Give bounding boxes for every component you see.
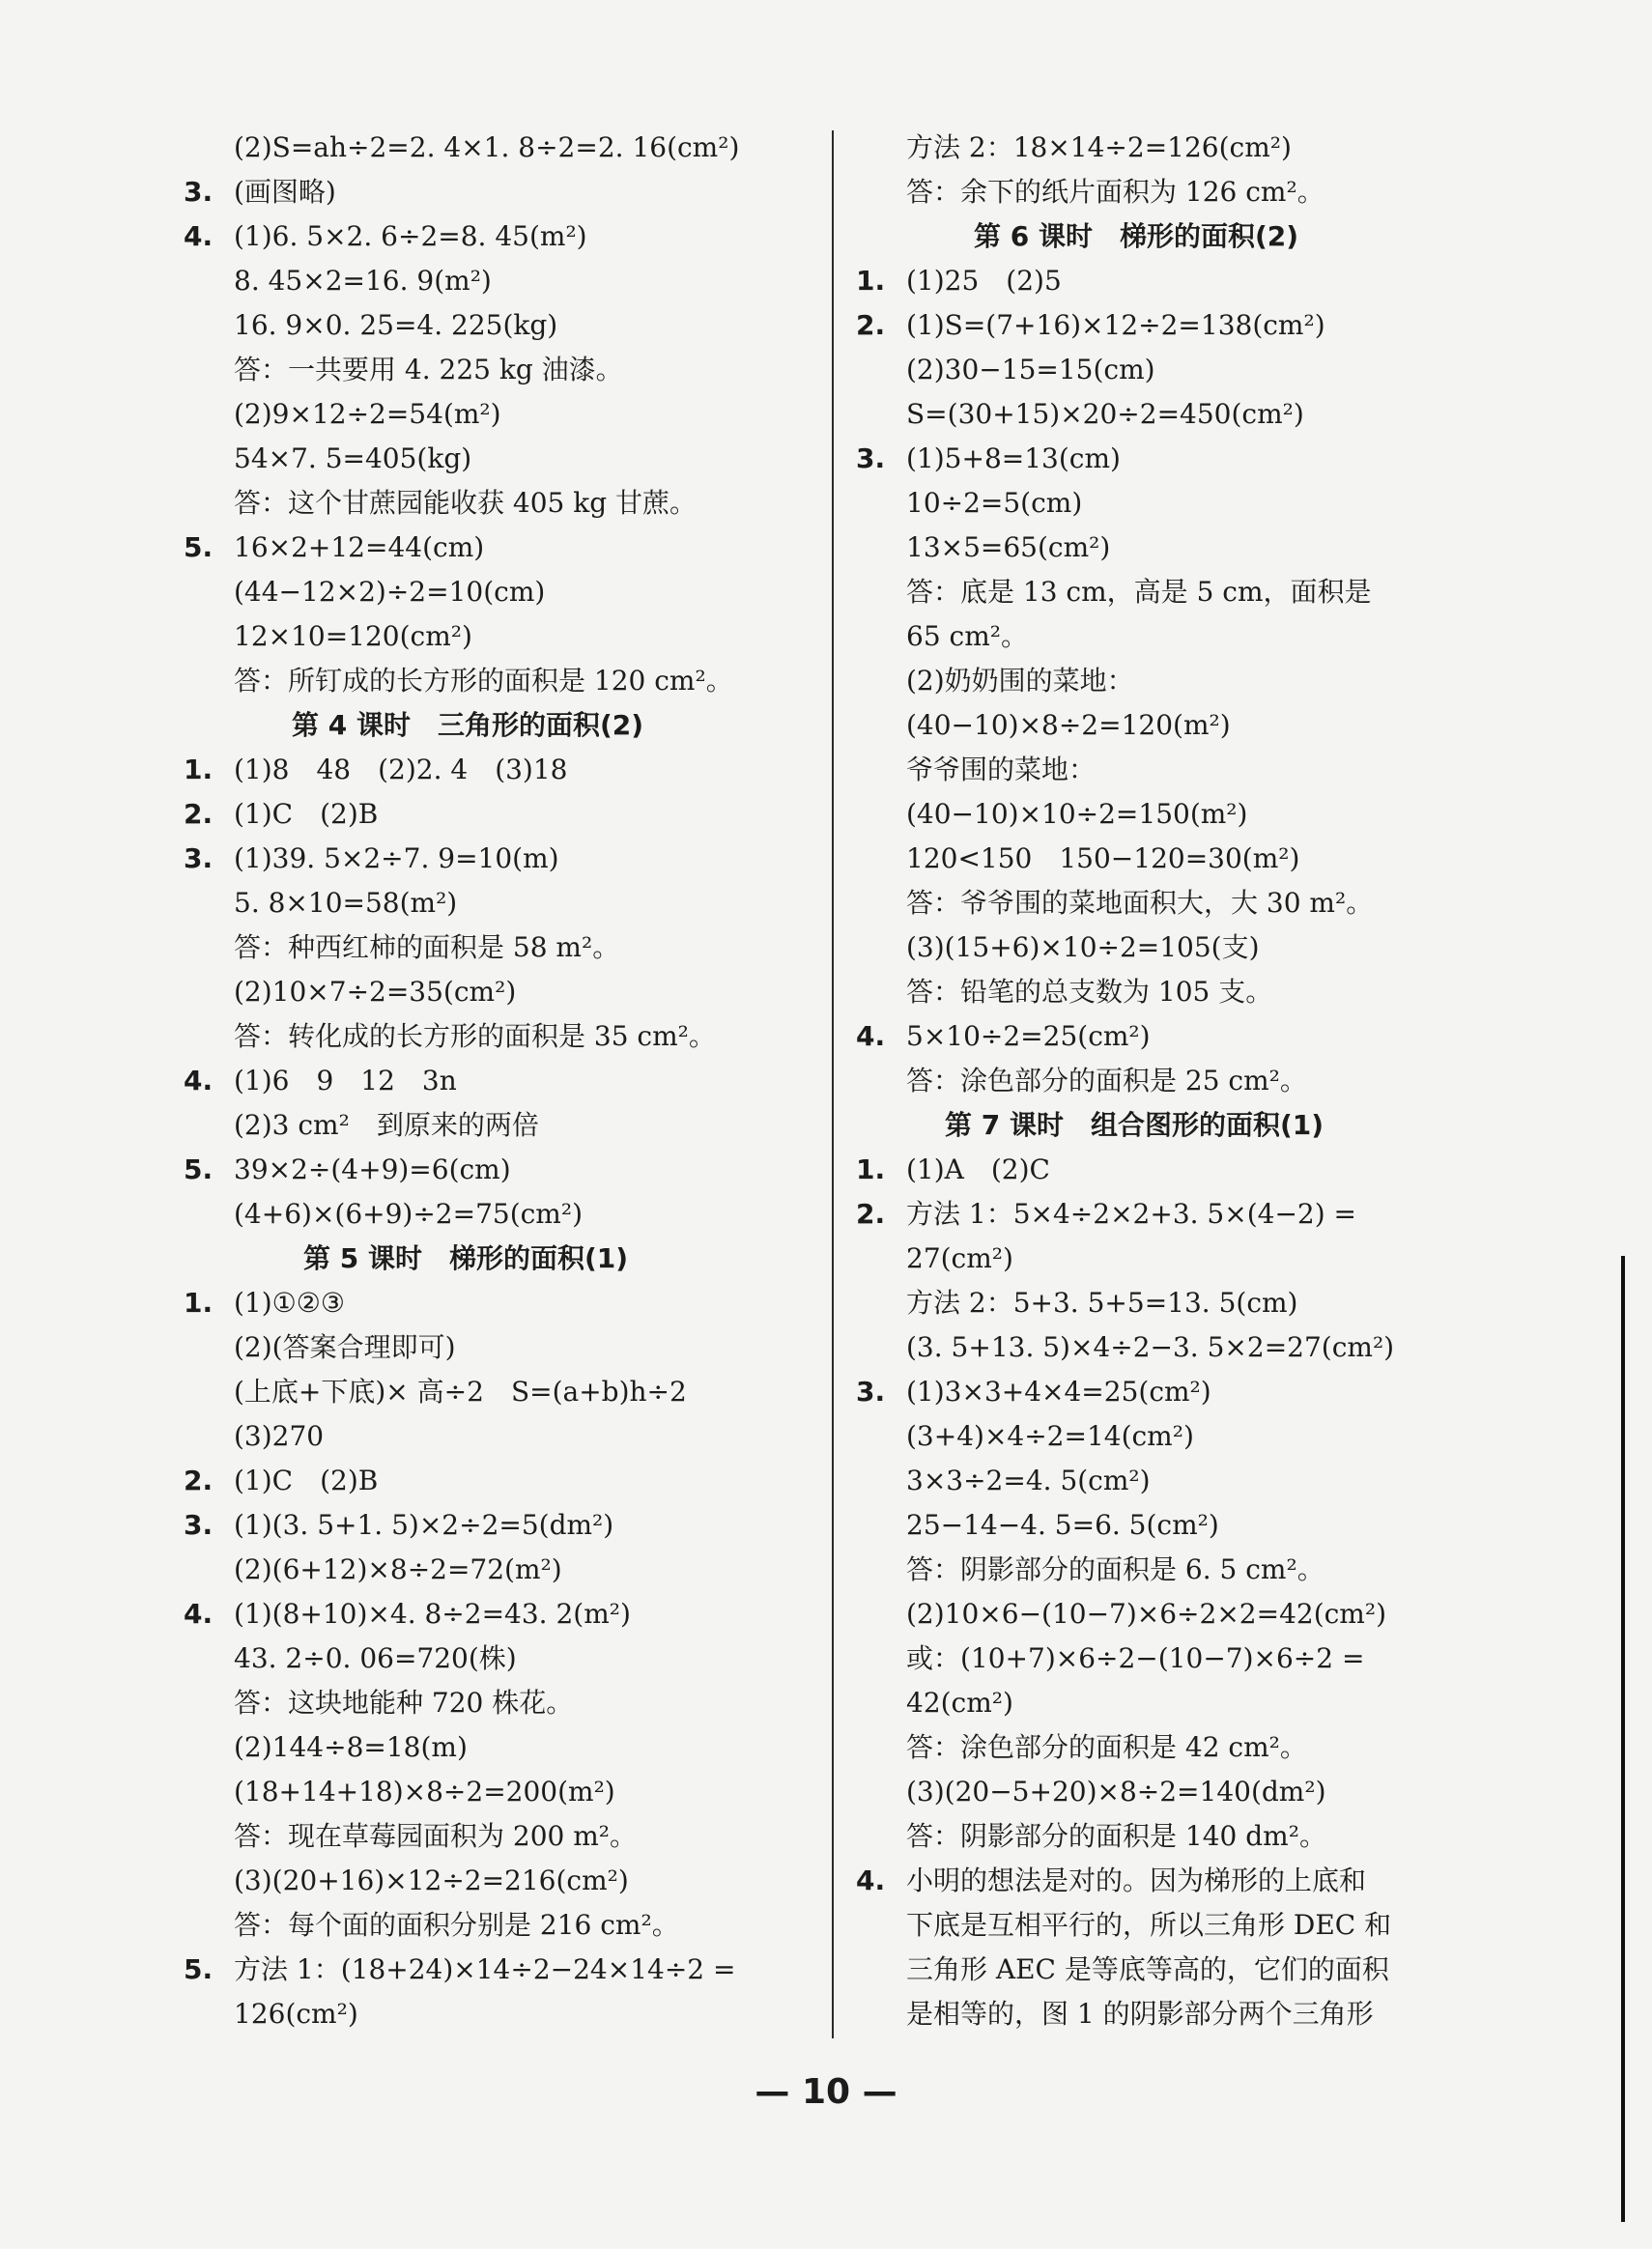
answer-text: (2)10×6−(10−7)×6÷2×2=42(cm²)	[906, 1598, 1386, 1630]
answer-text: (4+6)×(6+9)÷2=75(cm²)	[234, 1198, 584, 1230]
answer-line	[856, 970, 1484, 1014]
answer-line	[856, 1725, 1484, 1770]
answer-text: 爷爷围的菜地：	[906, 754, 1097, 785]
answer-text: 12×10=120(cm²)	[234, 620, 472, 652]
lesson-heading-text: 第 7 课时 组合图形的面积(1)	[945, 1109, 1324, 1141]
answer-line	[856, 748, 1484, 792]
answer-line	[856, 303, 1484, 348]
answer-line	[856, 614, 1484, 659]
answer-text: 65 cm²。	[906, 620, 1028, 652]
answer-line	[856, 437, 1484, 481]
right-column	[856, 126, 1484, 2036]
answer-text: S=(30+15)×20÷2=450(cm²)	[906, 398, 1304, 430]
answer-line	[184, 170, 812, 214]
answer-line	[184, 1459, 812, 1503]
answer-text: 答：转化成的长方形的面积是 35 cm²。	[234, 1020, 716, 1052]
answer-text: 16×2+12=44(cm)	[234, 531, 485, 563]
answer-line	[856, 792, 1484, 837]
answer-text: 小明的想法是对的。因为梯形的上底和	[906, 1865, 1367, 1896]
page-number: — 10 —	[755, 2072, 897, 2112]
answer-text: (1)6. 5×2. 6÷2=8. 45(m²)	[234, 220, 587, 252]
answer-line	[856, 1059, 1484, 1103]
question-number: 1.	[184, 1287, 214, 1319]
answer-text: 答：爷爷围的菜地面积大，大 30 m²。	[906, 887, 1374, 919]
answer-text: (1)3×3+4×4=25(cm²)	[906, 1376, 1211, 1408]
lesson-heading	[184, 1237, 812, 1281]
answer-text: 答：涂色部分的面积是 42 cm²。	[906, 1731, 1307, 1763]
answer-text: 答：余下的纸片面积为 126 cm²。	[906, 176, 1324, 208]
answer-text: 答：阴影部分的面积是 6. 5 cm²。	[906, 1553, 1324, 1585]
answer-line	[856, 126, 1484, 170]
answer-line	[184, 1503, 812, 1548]
answer-line	[184, 1192, 812, 1237]
answer-text: (40−10)×8÷2=120(m²)	[906, 709, 1231, 741]
answer-text: 54×7. 5=405(kg)	[234, 442, 472, 474]
answer-line	[856, 881, 1484, 925]
question-number: 1.	[856, 265, 886, 297]
answer-text: 126(cm²)	[234, 1998, 358, 2030]
answer-text: 答：一共要用 4. 225 kg 油漆。	[234, 354, 623, 385]
answer-line	[184, 1903, 812, 1948]
answer-line	[184, 214, 812, 259]
lesson-heading-text: 第 6 课时 梯形的面积(2)	[974, 220, 1299, 252]
answer-line	[184, 303, 812, 348]
question-number: 3.	[184, 176, 214, 208]
answer-text: (3)(15+6)×10÷2=105(支)	[906, 931, 1260, 963]
answer-text: 13×5=65(cm²)	[906, 531, 1111, 563]
answer-text: 下底是互相平行的，所以三角形 DEC 和	[906, 1909, 1392, 1941]
question-number: 3.	[184, 842, 214, 874]
answer-line	[856, 1859, 1484, 1903]
answer-line	[856, 259, 1484, 303]
answer-text: (1)5+8=13(cm)	[906, 442, 1121, 474]
answer-line	[184, 614, 812, 659]
answer-line	[184, 1548, 812, 1592]
answer-line	[184, 1592, 812, 1637]
answer-line	[184, 1103, 812, 1148]
answer-text: 答：涂色部分的面积是 25 cm²。	[906, 1065, 1307, 1096]
answer-line	[184, 348, 812, 392]
answer-line	[856, 1681, 1484, 1725]
answer-line	[856, 837, 1484, 881]
answer-line	[184, 126, 812, 170]
question-number: 5.	[184, 1953, 214, 1985]
question-number: 2.	[184, 1465, 214, 1496]
answer-line	[856, 1548, 1484, 1592]
answer-line	[184, 481, 812, 526]
answer-line	[856, 1992, 1484, 2036]
answer-line	[184, 792, 812, 837]
answer-text: (1)C (2)B	[234, 1465, 379, 1496]
answer-text: (2)9×12÷2=54(m²)	[234, 398, 501, 430]
question-number: 2.	[856, 1198, 886, 1230]
answer-text: 27(cm²)	[906, 1242, 1013, 1274]
answer-text: (2)奶奶围的菜地：	[906, 665, 1134, 697]
answer-line	[184, 1948, 812, 1992]
answer-line	[856, 1814, 1484, 1859]
answer-text: (40−10)×10÷2=150(m²)	[906, 798, 1248, 830]
answer-text: (3)270	[234, 1420, 325, 1452]
answer-text: (2)3 cm² 到原来的两倍	[234, 1109, 539, 1141]
question-number: 1.	[856, 1153, 886, 1185]
answer-text: (上底+下底)× 高÷2 S=(a+b)h÷2	[234, 1376, 687, 1408]
answer-text: 42(cm²)	[906, 1687, 1013, 1719]
answer-text: (3)(20−5+20)×8÷2=140(dm²)	[906, 1776, 1326, 1808]
answer-text: (3+4)×4÷2=14(cm²)	[906, 1420, 1194, 1452]
answer-line	[184, 837, 812, 881]
answer-line	[856, 526, 1484, 570]
answer-text: 方法 1：5×4÷2×2+3. 5×(4−2) =	[906, 1198, 1357, 1230]
question-number: 3.	[856, 1376, 886, 1408]
answer-line	[856, 1281, 1484, 1325]
answer-line	[184, 1770, 812, 1814]
answer-line	[856, 659, 1484, 703]
question-number: 3.	[184, 1509, 214, 1541]
answer-line	[856, 481, 1484, 526]
answer-line	[856, 1459, 1484, 1503]
answer-text: (1)S=(7+16)×12÷2=138(cm²)	[906, 309, 1325, 341]
answer-text: 8. 45×2=16. 9(m²)	[234, 265, 492, 297]
answer-text: 25−14−4. 5=6. 5(cm²)	[906, 1509, 1219, 1541]
question-number: 2.	[856, 309, 886, 341]
answer-text: 10÷2=5(cm)	[906, 487, 1083, 519]
lesson-heading	[856, 1103, 1484, 1148]
column-divider	[832, 130, 834, 2038]
answer-line	[184, 1281, 812, 1325]
answer-line	[856, 1948, 1484, 1992]
answer-text: (1)(8+10)×4. 8÷2=43. 2(m²)	[234, 1598, 631, 1630]
lesson-heading-text: 第 5 课时 梯形的面积(1)	[303, 1242, 629, 1274]
lesson-heading	[856, 214, 1484, 259]
answer-text: 答：阴影部分的面积是 140 dm²。	[906, 1820, 1326, 1852]
answer-text: 39×2÷(4+9)=6(cm)	[234, 1153, 511, 1185]
answer-line	[184, 1059, 812, 1103]
question-number: 4.	[856, 1020, 886, 1052]
answer-text: (2)144÷8=18(m)	[234, 1731, 468, 1763]
answer-line	[184, 925, 812, 970]
answer-line	[856, 1370, 1484, 1414]
answer-line	[184, 437, 812, 481]
answer-line	[856, 1903, 1484, 1948]
answer-text: (2)(答案合理即可)	[234, 1331, 456, 1363]
answer-line	[184, 1814, 812, 1859]
answer-line	[184, 392, 812, 437]
question-number: 4.	[184, 1065, 214, 1096]
answer-text: 答：底是 13 cm，高是 5 cm，面积是	[906, 576, 1372, 608]
answer-line	[184, 1325, 812, 1370]
answer-text: 120<150 150−120=30(m²)	[906, 842, 1300, 874]
answer-text: 是相等的，图 1 的阴影部分两个三角形	[906, 1998, 1374, 2030]
answer-line	[856, 925, 1484, 970]
answer-line	[184, 748, 812, 792]
answer-line	[184, 1725, 812, 1770]
answer-text: (3. 5+13. 5)×4÷2−3. 5×2=27(cm²)	[906, 1331, 1395, 1363]
answer-text: (画图略)	[234, 176, 336, 208]
answer-text: 答：现在草莓园面积为 200 m²。	[234, 1820, 638, 1852]
answer-text: 方法 2：18×14÷2=126(cm²)	[906, 131, 1292, 163]
answer-text: 16. 9×0. 25=4. 225(kg)	[234, 309, 558, 341]
question-number: 3.	[856, 442, 886, 474]
answer-line	[184, 1992, 812, 2036]
answer-line	[856, 570, 1484, 614]
answer-line	[184, 1681, 812, 1725]
question-number: 4.	[184, 1598, 214, 1630]
answer-line	[184, 1370, 812, 1414]
answer-text: (2)10×7÷2=35(cm²)	[234, 976, 517, 1008]
question-number: 5.	[184, 1153, 214, 1185]
answer-text: (1)39. 5×2÷7. 9=10(m)	[234, 842, 559, 874]
answer-text: 答：铅笔的总支数为 105 支。	[906, 976, 1273, 1008]
answer-line	[856, 1770, 1484, 1814]
answer-text: (1)①②③	[234, 1287, 345, 1319]
answer-text: 方法 1：(18+24)×14÷2−24×14÷2 =	[234, 1953, 736, 1985]
answer-line	[856, 1637, 1484, 1681]
answer-line	[856, 1325, 1484, 1370]
answer-text: 43. 2÷0. 06=720(株)	[234, 1642, 517, 1674]
answer-line	[856, 392, 1484, 437]
answer-line	[184, 881, 812, 925]
question-number: 4.	[856, 1865, 886, 1896]
answer-line	[856, 1148, 1484, 1192]
question-number: 5.	[184, 531, 214, 563]
answer-line	[184, 570, 812, 614]
question-number: 1.	[184, 754, 214, 785]
left-column	[184, 126, 812, 2036]
answer-line	[184, 659, 812, 703]
answer-line	[184, 1859, 812, 1903]
answer-line	[856, 170, 1484, 214]
answer-text: (1)(3. 5+1. 5)×2÷2=5(dm²)	[234, 1509, 614, 1541]
lesson-heading-text: 第 4 课时 三角形的面积(2)	[292, 709, 644, 741]
answer-line	[856, 348, 1484, 392]
answer-line	[184, 1414, 812, 1459]
answer-line	[184, 1148, 812, 1192]
answer-text: 答：种西红柿的面积是 58 m²。	[234, 931, 620, 963]
answer-text: (1)8 48 (2)2. 4 (3)18	[234, 754, 568, 785]
answer-line	[184, 1014, 812, 1059]
answer-text: 三角形 AEC 是等底等高的，它们的面积	[906, 1953, 1389, 1985]
question-number: 4.	[184, 220, 214, 252]
answer-text: 5. 8×10=58(m²)	[234, 887, 458, 919]
answer-text: 答：这块地能种 720 株花。	[234, 1687, 574, 1719]
answer-line	[856, 1192, 1484, 1237]
answer-text: (44−12×2)÷2=10(cm)	[234, 576, 546, 608]
answer-text: 或：(10+7)×6÷2−(10−7)×6÷2 =	[906, 1642, 1365, 1674]
answer-line	[856, 1503, 1484, 1548]
answer-text: (2)(6+12)×8÷2=72(m²)	[234, 1553, 562, 1585]
answer-text: (1)6 9 12 3n	[234, 1065, 457, 1096]
answer-text: 方法 2：5+3. 5+5=13. 5(cm)	[906, 1287, 1298, 1319]
answer-line	[856, 703, 1484, 748]
lesson-heading	[184, 703, 812, 748]
answer-text: 答：每个面的面积分别是 216 cm²。	[234, 1909, 679, 1941]
answer-line	[856, 1237, 1484, 1281]
answer-line	[184, 1637, 812, 1681]
answer-text: (2)30−15=15(cm)	[906, 354, 1155, 385]
question-number: 2.	[184, 798, 214, 830]
answer-text: (1)A (2)C	[906, 1153, 1050, 1185]
answer-text: 3×3÷2=4. 5(cm²)	[906, 1465, 1151, 1496]
answer-text: 5×10÷2=25(cm²)	[906, 1020, 1151, 1052]
answer-line	[856, 1014, 1484, 1059]
answer-line	[184, 259, 812, 303]
answer-line	[184, 526, 812, 570]
answer-line	[856, 1592, 1484, 1637]
answer-text: 答：所钉成的长方形的面积是 120 cm²。	[234, 665, 733, 697]
answer-text: 答：这个甘蔗园能收获 405 kg 甘蔗。	[234, 487, 698, 519]
answer-text: (18+14+18)×8÷2=200(m²)	[234, 1776, 615, 1808]
answer-text: (3)(20+16)×12÷2=216(cm²)	[234, 1865, 629, 1896]
answer-text: (1)25 (2)5	[906, 265, 1062, 297]
answer-text: (1)C (2)B	[234, 798, 379, 830]
answer-line	[184, 970, 812, 1014]
answer-text: (2)S=ah÷2=2. 4×1. 8÷2=2. 16(cm²)	[234, 131, 740, 163]
answer-line	[856, 1414, 1484, 1459]
